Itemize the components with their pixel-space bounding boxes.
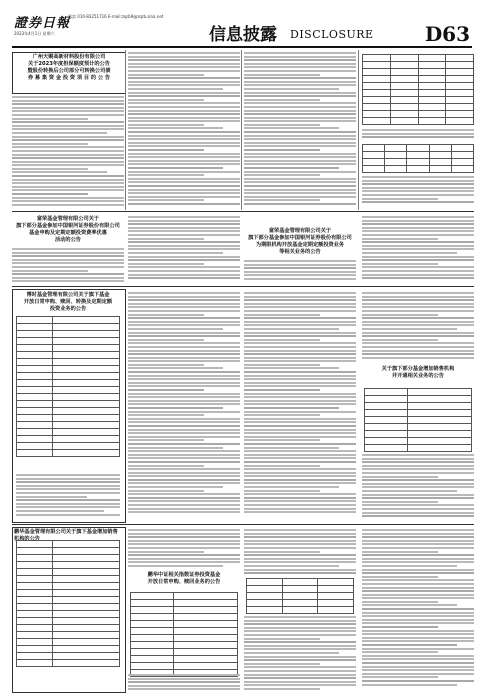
newspaper-page: [4, 4, 480, 696]
text-column: [244, 52, 356, 208]
data-table: [362, 144, 474, 173]
column-rule: [125, 50, 126, 210]
text-column: [244, 292, 356, 520]
text-column: [16, 474, 120, 518]
fund-info-table: [16, 540, 120, 667]
sales-agency-table: [364, 388, 472, 452]
section-divider: [12, 286, 474, 287]
column-rule: [358, 50, 359, 210]
text-column: [362, 176, 474, 208]
section-divider: [12, 524, 474, 525]
text-column: [362, 292, 474, 362]
section-title: 信息披露: [209, 25, 277, 45]
masthead: [4, 4, 480, 48]
announcement-title: 博时基金管理有限公司关于旗下基金 开放日常申购、赎回、转换及定期定额 投资业务的公告: [23, 292, 113, 312]
announcement-title: 鹏华中证相关指数证券投资基金 开放日常申购、赎回业务的公告: [147, 572, 221, 585]
announcement-title: 富荣基金管理有限公司关于 旗下部分基金参加中国银河证券股份有限公司 基金申购及定期定额投资费率优惠 活动的公告: [16, 216, 120, 243]
contact-info: 電話 010-83251716 E-mail:zqrb9@zqrb.sina.net: [68, 14, 164, 19]
newspaper-logo: 證券日報: [14, 16, 71, 31]
column-rule: [241, 50, 242, 210]
text-column: [12, 96, 124, 208]
announcement-title: 关于旗下部分基金增加销售机构 并开通相关业务的公告: [381, 366, 455, 379]
fund-info-table: [130, 592, 238, 677]
section-divider: [12, 211, 474, 212]
issue-date: 2023年4月1日 星期六: [14, 31, 55, 36]
text-column: [12, 248, 124, 284]
fund-info-table: [16, 316, 120, 457]
text-column: [128, 529, 240, 569]
text-column: [244, 616, 356, 692]
masthead-rule: [12, 46, 472, 48]
page-number: D63: [424, 22, 470, 46]
section-title-en: DISCLOSURE: [290, 28, 374, 41]
announcement-title: 广州天赐高新材料股份有限公司 关于2023年度担保额度预计的公告 暨股份转换后公司部分可转换公司债 券 募 集 资 金 投 资 项 目 的 公 告: [27, 54, 111, 81]
text-column: [128, 216, 240, 284]
text-column: [128, 674, 240, 692]
data-table: [246, 578, 354, 614]
data-table: [362, 54, 474, 125]
text-column: [128, 292, 240, 520]
announcement-title: 富荣基金管理有限公司关于 旗下部分基金参加中国银河证券股份有限公司 为期限机构开放基金定期定额投资业务 等相关业务的公告: [248, 228, 352, 255]
text-column: [244, 260, 356, 284]
text-column: [244, 529, 356, 575]
text-column: [362, 454, 474, 520]
announcement-title: 鹏华基金管理有限公司关于旗下基金增加销售机构的公告: [14, 529, 118, 542]
text-column: [362, 529, 474, 692]
text-column: [362, 216, 474, 284]
text-column: [128, 52, 240, 208]
text-column: [362, 129, 474, 141]
